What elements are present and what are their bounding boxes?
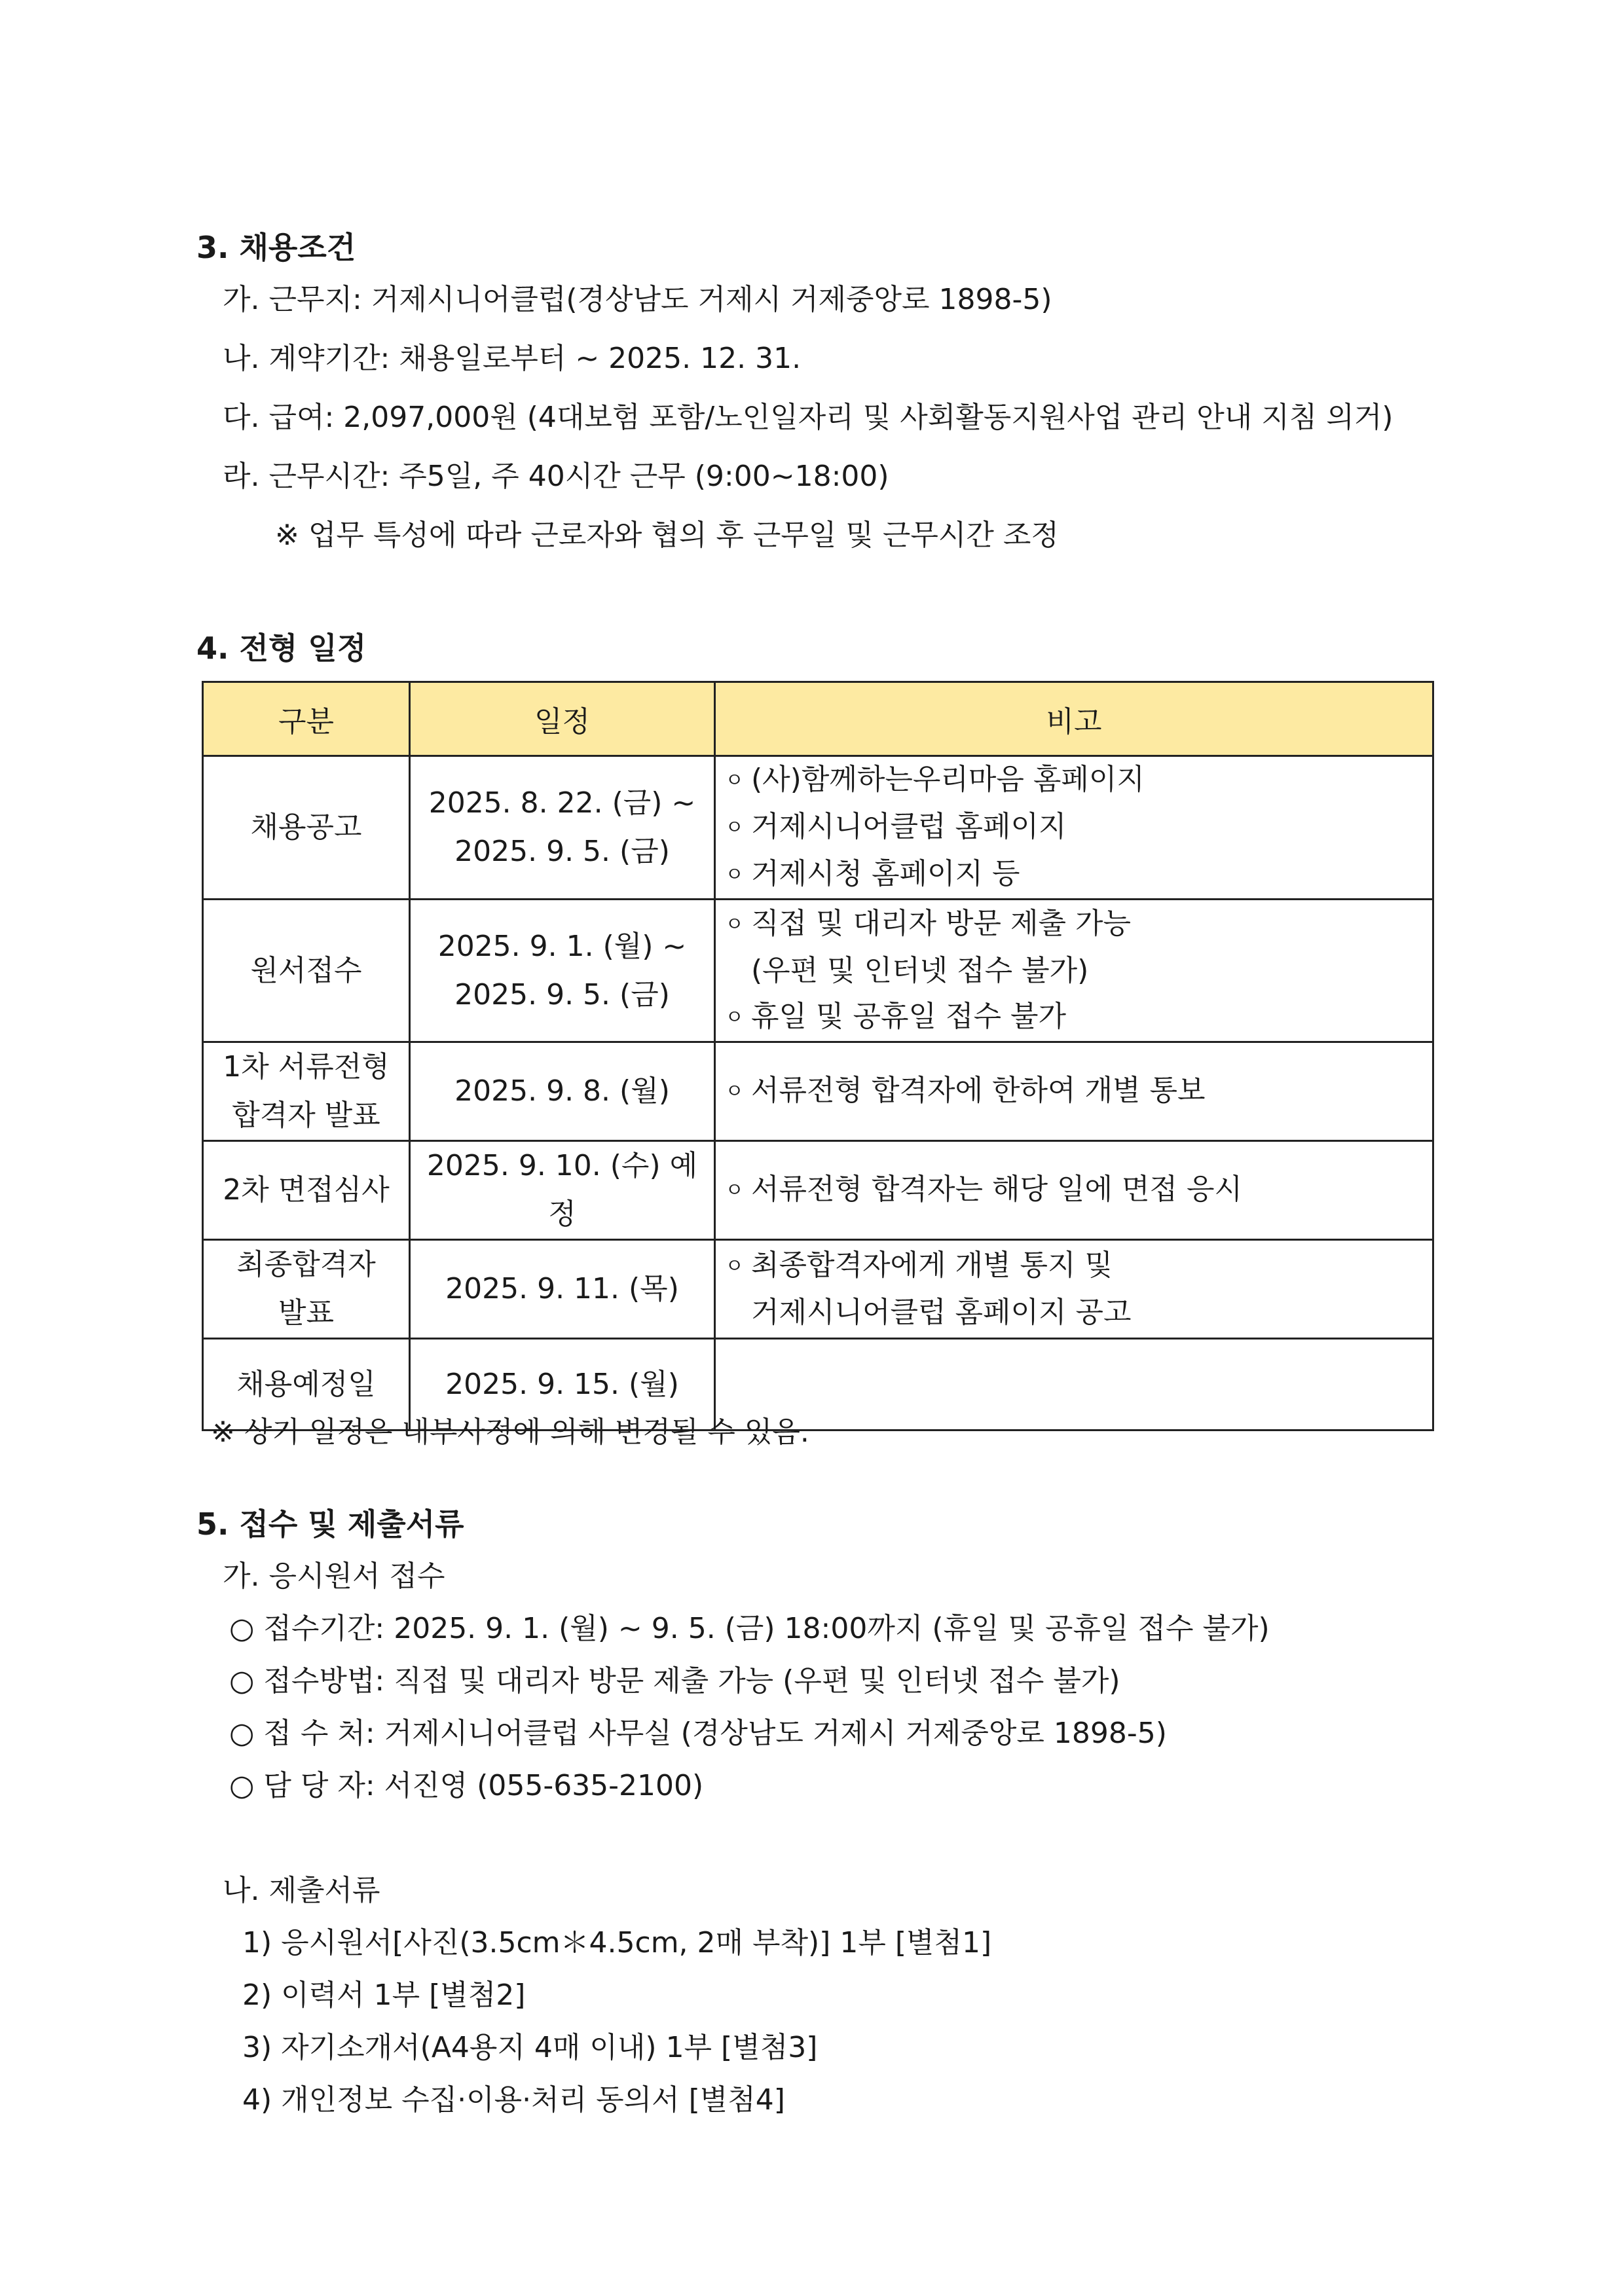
note-item: (우편 및 인터넷 접수 불가) — [751, 953, 1089, 987]
section5-sub-a-title: 가. 응시원서 접수 — [223, 1559, 445, 1593]
document-item: 3) 자기소개서(A4용지 4매 이내) 1부 [별첨3] — [242, 2031, 818, 2064]
date-cell — [410, 1042, 715, 1141]
date-text: 2025. 9. 5. (금) — [454, 977, 670, 1011]
section3-item-contract: 나. 계약기간: 채용일로부터 ~ 2025. 12. 31. — [223, 342, 802, 375]
receipt-contact: ○ 담 당 자: 서진영 (055-635-2100) — [229, 1769, 704, 1802]
note-item: ㅇ 직접 및 대리자 방문 제출 가능 — [725, 906, 1131, 940]
stage-text: 1차 서류전형 — [223, 1050, 390, 1084]
header-notes: 비고 — [715, 682, 1433, 756]
table-row — [203, 756, 1433, 900]
stage-cell — [203, 1240, 410, 1339]
section3-heading: 3. 채용조건 — [196, 230, 356, 265]
section5-heading: 5. 접수 및 제출서류 — [196, 1506, 464, 1542]
section3-note: ※ 업무 특성에 따라 근로자와 협의 후 근무일 및 근무시간 조정 — [275, 519, 1059, 552]
date-text: 2025. 9. 15. (월) — [445, 1367, 679, 1401]
notes-cell — [715, 1339, 1433, 1430]
date-cell — [410, 1141, 715, 1240]
table-header-row — [203, 682, 1433, 756]
notes-cell — [715, 1141, 1433, 1240]
date-text: 2025. 9. 5. (금) — [454, 835, 670, 868]
notes-cell — [715, 756, 1433, 900]
date-text: 2025. 9. 10. (수) 예정 — [426, 1149, 698, 1231]
date-cell — [410, 756, 715, 900]
stage-text: 채용공고 — [250, 811, 362, 844]
receipt-place: ○ 접 수 처: 거제시니어클럽 사무실 (경상남도 거제시 거제중앙로 1898-5) — [229, 1717, 1167, 1750]
document-item: 1) 응시원서[사진(3.5cm＊4.5cm, 2매 부착)] 1부 [별첨1] — [242, 1926, 992, 1959]
table-row — [203, 1240, 1433, 1339]
header-stage: 구분 — [203, 682, 410, 756]
stage-cell — [203, 756, 410, 900]
document-item: 2) 이력서 1부 [별첨2] — [242, 1978, 526, 2012]
schedule-table — [202, 681, 1434, 1431]
stage-text: 원서접수 — [250, 953, 362, 987]
note-item: ㅇ 최종합격자에게 개별 통지 및 — [725, 1248, 1113, 1282]
stage-cell — [203, 900, 410, 1042]
receipt-period: ○ 접수기간: 2025. 9. 1. (월) ~ 9. 5. (금) 18:00까지 (휴일 및 공휴일 접수 불가) — [229, 1612, 1270, 1645]
note-item: 거제시니어클럽 홈페이지 공고 — [751, 1296, 1132, 1329]
section3-item-salary: 다. 급여: 2,097,000원 (4대보험 포함/노인일자리 및 사회활동지원사업 관리 안내 지침 의거) — [223, 401, 1393, 434]
section3-item-workplace: 가. 근무지: 거제시니어클럽(경상남도 거제시 거제중앙로 1898-5) — [223, 283, 1052, 316]
note-item: ㅇ 서류전형 합격자는 해당 일에 면접 응시 — [725, 1173, 1242, 1206]
date-text: 2025. 9. 1. (월) ~ — [437, 929, 687, 963]
note-item: ㅇ 휴일 및 공휴일 접수 불가 — [725, 999, 1066, 1033]
table-row — [203, 900, 1433, 1042]
stage-text: 최종합격자 — [236, 1248, 376, 1281]
note-item: ㅇ 서류전형 합격자에 한하여 개별 통보 — [725, 1074, 1206, 1107]
note-item: ㅇ (사)함께하는우리마음 홈페이지 — [725, 763, 1145, 796]
date-cell — [410, 900, 715, 1042]
stage-text: 발표 — [278, 1296, 334, 1330]
section5-sub-b-title: 나. 제출서류 — [223, 1874, 380, 1907]
note-item: ㅇ 거제시니어클럽 홈페이지 — [725, 810, 1067, 843]
date-text: 2025. 9. 11. (목) — [445, 1272, 679, 1305]
section3-item-hours: 라. 근무시간: 주5일, 주 40시간 근무 (9:00~18:00) — [223, 460, 889, 493]
schedule-footnote: ※ 상기 일정은 내부사정에 의해 변경될 수 있음. — [211, 1415, 809, 1449]
date-text: 2025. 8. 22. (금) ~ — [428, 786, 696, 820]
stage-cell — [203, 1141, 410, 1240]
section4-heading: 4. 전형 일정 — [196, 630, 367, 666]
stage-text: 채용예정일 — [236, 1367, 376, 1401]
stage-text: 합격자 발표 — [232, 1099, 380, 1132]
receipt-method: ○ 접수방법: 직접 및 대리자 방문 제출 가능 (우편 및 인터넷 접수 불가) — [229, 1664, 1120, 1698]
table-row — [203, 1141, 1433, 1240]
stage-cell — [203, 1042, 410, 1141]
stage-text: 2차 면접심사 — [223, 1173, 390, 1207]
table-row — [203, 1042, 1433, 1141]
date-cell — [410, 1240, 715, 1339]
document-item: 4) 개인정보 수집·이용·처리 동의서 [별첨4] — [242, 2083, 785, 2117]
notes-cell — [715, 1240, 1433, 1339]
notes-cell — [715, 900, 1433, 1042]
note-item: ㅇ 거제시청 홈페이지 등 — [725, 857, 1020, 890]
header-date: 일정 — [410, 682, 715, 756]
notes-cell — [715, 1042, 1433, 1141]
date-text: 2025. 9. 8. (월) — [454, 1074, 670, 1108]
